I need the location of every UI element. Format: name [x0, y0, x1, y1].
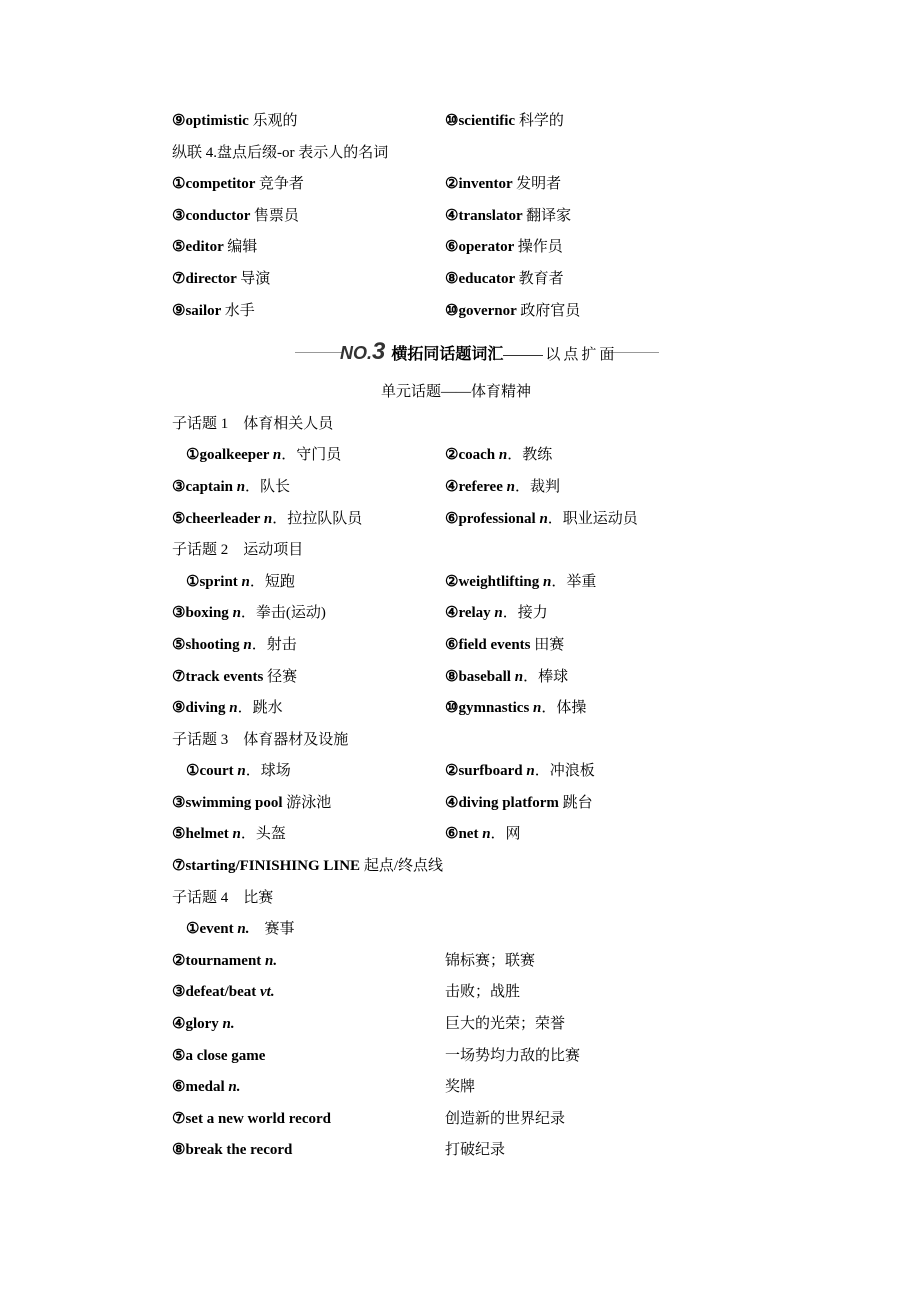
part-of-speech: n — [229, 700, 238, 717]
vocab-entry — [172, 819, 286, 851]
chinese-meaning: 导演 — [240, 270, 271, 287]
vocab-entry — [172, 232, 257, 264]
part-of-speech: n — [237, 763, 246, 780]
vocab-row — [0, 201, 920, 233]
chinese-meaning: ．拳击(运动) — [240, 605, 326, 622]
chinese-meaning: 竞争者 — [258, 176, 304, 193]
vocab-entry — [186, 756, 291, 788]
vocab-entry — [172, 662, 297, 694]
vocab-entry — [172, 598, 326, 630]
vocab-entry — [445, 630, 564, 662]
vocab-entry — [445, 106, 564, 138]
part-of-speech: n — [506, 478, 515, 495]
vocab-entry — [445, 819, 521, 851]
part-of-speech: n — [482, 826, 491, 843]
vocab-row — [0, 662, 920, 694]
vocab-entry — [172, 504, 362, 536]
chinese-meaning: 锦标赛；联赛 — [445, 952, 536, 969]
english-term: ⑩governor — [445, 302, 521, 319]
heading-text: 子话题 3 体育器材及设施 — [172, 731, 349, 748]
english-term: ⑨optimistic — [172, 113, 253, 129]
chinese-meaning: 乐观的 — [252, 113, 298, 129]
chinese-meaning: ．冲浪板 — [534, 763, 595, 780]
part-of-speech: vt. — [260, 984, 275, 1001]
vocab-entry — [172, 851, 443, 883]
vocab-entry — [172, 946, 277, 978]
divider-line — [295, 352, 343, 353]
vocab-entry — [172, 264, 270, 296]
vocab-row — [0, 472, 920, 504]
english-term: ⑨diving — [172, 700, 230, 717]
vocab-row — [0, 1041, 920, 1073]
vocab-row — [0, 1072, 920, 1104]
banner-title: 横拓同话题词汇 — [391, 344, 504, 364]
vocab-row — [0, 977, 920, 1009]
heading-text: 纵联 4.盘点后缀-or 表示人的名词 — [172, 144, 389, 161]
english-term: ①competitor — [172, 176, 259, 193]
chinese-meaning: 田赛 — [534, 636, 565, 653]
vocab-entry — [445, 662, 568, 694]
vocab-entry — [172, 201, 299, 233]
english-term: ⑤cheerleader — [172, 510, 264, 527]
english-term: ④relay — [445, 605, 495, 622]
vocab-row — [0, 504, 920, 536]
part-of-speech: n. — [222, 1016, 235, 1033]
vocab-entry — [172, 1104, 331, 1136]
english-term: ③defeat/beat — [172, 984, 261, 1001]
chinese-meaning: ．守门员 — [281, 447, 342, 464]
english-term: ②weightlifting — [445, 573, 544, 590]
chinese-meaning: ．举重 — [551, 573, 597, 590]
chinese-meaning: ．职业运动员 — [547, 510, 638, 527]
english-term: ⑤a close game — [172, 1047, 266, 1064]
chinese-meaning: 售票员 — [253, 207, 299, 224]
heading-text: 子话题 1 体育相关人员 — [172, 415, 334, 432]
vocab-row — [0, 1009, 920, 1041]
vocab-entry — [445, 756, 595, 788]
vocab-entry — [445, 567, 596, 599]
vocab-row — [0, 264, 920, 296]
vocab-entry — [172, 1135, 292, 1167]
chinese-meaning: 跳台 — [562, 794, 593, 811]
vocab-entry — [172, 296, 255, 328]
vocab-row — [0, 1135, 920, 1167]
vocab-entry — [445, 1072, 475, 1104]
vocab-entry — [445, 1009, 565, 1041]
english-term: ②inventor — [445, 176, 517, 193]
vocab-entry — [445, 440, 552, 472]
chinese-meaning: ．射击 — [251, 636, 297, 653]
vocab-row — [0, 851, 920, 883]
english-term: ①sprint — [186, 573, 242, 590]
english-term: ⑥net — [445, 826, 483, 843]
part-of-speech: n — [243, 636, 252, 653]
chinese-meaning: 编辑 — [227, 239, 258, 256]
vocab-entry — [445, 264, 564, 296]
english-term: ⑤shooting — [172, 636, 244, 653]
vocab-row — [0, 232, 920, 264]
vocab-entry — [445, 1041, 580, 1073]
chinese-meaning: 径赛 — [267, 668, 298, 685]
vocab-entry — [445, 788, 593, 820]
part-of-speech: n — [543, 573, 552, 590]
english-term: ⑧baseball — [445, 668, 515, 685]
english-term: ②surfboard — [445, 763, 527, 780]
vocab-row — [0, 756, 920, 788]
part-of-speech: n. — [265, 952, 278, 969]
english-term: ④translator — [445, 207, 527, 224]
english-term: ③boxing — [172, 605, 233, 622]
english-term: ⑨sailor — [172, 302, 225, 319]
vocab-entry — [445, 232, 563, 264]
banner-number-label: NO. — [340, 343, 373, 364]
vocab-entry — [172, 169, 304, 201]
chinese-meaning: 一场势均力敌的比赛 — [445, 1047, 581, 1064]
vocab-entry — [172, 693, 283, 725]
english-term: ⑤helmet — [172, 826, 233, 843]
vocab-entry — [445, 201, 571, 233]
chinese-meaning: 奖牌 — [445, 1079, 476, 1096]
part-of-speech: n — [494, 605, 503, 622]
vocab-row — [0, 567, 920, 599]
vocab-entry — [186, 914, 294, 946]
vocab-entry — [172, 788, 331, 820]
vocab-entry — [186, 567, 295, 599]
chinese-meaning: ．棒球 — [523, 668, 569, 685]
vocab-entry — [445, 946, 535, 978]
part-of-speech: n — [533, 700, 542, 717]
vocab-entry — [445, 977, 520, 1009]
vocab-row — [0, 106, 920, 138]
vocab-entry — [172, 472, 290, 504]
part-of-speech: n — [498, 447, 508, 464]
chinese-meaning: ．短跑 — [249, 573, 295, 590]
chinese-meaning: 创造新的世界纪录 — [445, 1110, 566, 1127]
part-of-speech: n. — [228, 1079, 241, 1096]
english-term: ⑩scientific — [445, 113, 519, 129]
chinese-meaning: ．球场 — [245, 763, 291, 780]
english-term: ④glory — [172, 1016, 223, 1033]
vocab-entry — [445, 169, 561, 201]
vocab-entry — [445, 472, 560, 504]
english-term: ⑤editor — [172, 239, 228, 256]
chinese-meaning: 赛事 — [249, 921, 295, 938]
part-of-speech: n — [539, 510, 548, 527]
section-heading — [0, 138, 920, 170]
vocab-row — [0, 440, 920, 472]
vocab-entry — [445, 1104, 565, 1136]
english-term: ③swimming pool — [172, 794, 287, 811]
part-of-speech: n — [263, 510, 273, 527]
english-term: ①court — [186, 763, 238, 780]
vocab-entry — [445, 1135, 505, 1167]
chinese-meaning: 操作员 — [517, 239, 563, 256]
chinese-meaning: 政府官员 — [520, 302, 581, 319]
chinese-meaning: ．教练 — [507, 447, 553, 464]
english-term: ①event — [186, 921, 238, 938]
vocab-entry — [445, 598, 548, 630]
section-heading — [0, 535, 920, 567]
vocab-row — [0, 296, 920, 328]
english-term: ⑧break the record — [172, 1142, 293, 1159]
chinese-meaning: 发明者 — [516, 176, 562, 193]
chinese-meaning: ．拉拉队队员 — [272, 510, 363, 527]
part-of-speech: n — [236, 478, 246, 495]
part-of-speech: n — [241, 573, 250, 590]
part-of-speech: n — [232, 826, 241, 843]
heading-text: 子话题 2 运动项目 — [172, 542, 304, 559]
vocab-entry — [445, 296, 580, 328]
chinese-meaning: ．队长 — [245, 478, 291, 495]
vocab-row — [0, 1104, 920, 1136]
banner-number: 3 — [372, 338, 386, 366]
part-of-speech: n — [526, 763, 535, 780]
heading-text: 子话题 4 比赛 — [172, 889, 274, 906]
chinese-meaning: 打破纪录 — [445, 1142, 506, 1159]
vocab-row — [0, 169, 920, 201]
vocab-entry — [186, 440, 341, 472]
vocab-entry — [172, 1041, 265, 1073]
vocab-entry — [445, 504, 638, 536]
vocab-entry — [445, 693, 586, 725]
vocab-row — [0, 598, 920, 630]
english-term: ④diving platform — [445, 794, 563, 811]
vocab-entry — [172, 1072, 240, 1104]
vocab-row — [0, 946, 920, 978]
chinese-meaning: ．跳水 — [237, 700, 283, 717]
chinese-meaning: 科学的 — [518, 113, 564, 129]
english-term: ⑦starting/FINISHING LINE — [172, 858, 364, 875]
chinese-meaning: 游泳池 — [286, 794, 332, 811]
chinese-meaning: ．裁判 — [514, 478, 560, 495]
english-term: ③conductor — [172, 207, 254, 224]
topic-title-text: 单元话题——体育精神 — [380, 384, 531, 401]
vocab-row — [0, 819, 920, 851]
part-of-speech: n — [514, 668, 524, 685]
banner-content — [340, 327, 617, 380]
section-heading — [0, 409, 920, 441]
english-term: ⑦track events — [172, 668, 268, 685]
divider-dash — [503, 355, 543, 356]
chinese-meaning: ．体操 — [541, 700, 587, 717]
english-term: ⑦director — [172, 270, 241, 287]
chinese-meaning: 水手 — [224, 302, 255, 319]
part-of-speech: n — [232, 605, 241, 622]
chinese-meaning: 击败；战胜 — [445, 984, 521, 1001]
banner-subtitle: 以点扩面 — [545, 347, 618, 364]
chinese-meaning: 翻译家 — [526, 207, 572, 224]
english-term: ⑦set a new world record — [172, 1110, 331, 1127]
english-term: ②coach — [445, 447, 499, 464]
english-term: ⑩gymnastics — [445, 700, 534, 717]
vocab-row — [0, 630, 920, 662]
english-term: ①goalkeeper — [186, 447, 273, 464]
part-of-speech: n — [272, 447, 282, 464]
vocab-entry — [172, 977, 275, 1009]
part-of-speech: n. — [237, 921, 250, 938]
english-term: ⑥field events — [445, 636, 535, 653]
english-term: ⑥operator — [445, 239, 518, 256]
vocab-row — [0, 788, 920, 820]
chinese-meaning: 起点/终点线 — [363, 858, 443, 875]
chinese-meaning: 巨大的光荣；荣誉 — [445, 1016, 566, 1033]
topic-title — [0, 377, 920, 409]
english-term: ⑥medal — [172, 1079, 229, 1096]
document-page — [0, 106, 920, 1167]
vocab-row — [0, 914, 920, 946]
chinese-meaning: ．接力 — [502, 605, 548, 622]
vocab-row — [0, 693, 920, 725]
english-term: ⑥professional — [445, 510, 540, 527]
english-term: ④referee — [445, 478, 507, 495]
section-banner — [0, 327, 920, 377]
english-term: ⑧educator — [445, 270, 519, 287]
section-heading — [0, 725, 920, 757]
chinese-meaning: ．头盔 — [240, 826, 286, 843]
chinese-meaning: ．网 — [490, 826, 521, 843]
vocab-entry — [172, 106, 298, 138]
english-term: ②tournament — [172, 952, 266, 969]
english-term: ③captain — [172, 478, 237, 495]
section-heading — [0, 883, 920, 915]
chinese-meaning: 教育者 — [518, 270, 564, 287]
vocab-entry — [172, 630, 297, 662]
vocab-entry — [172, 1009, 235, 1041]
